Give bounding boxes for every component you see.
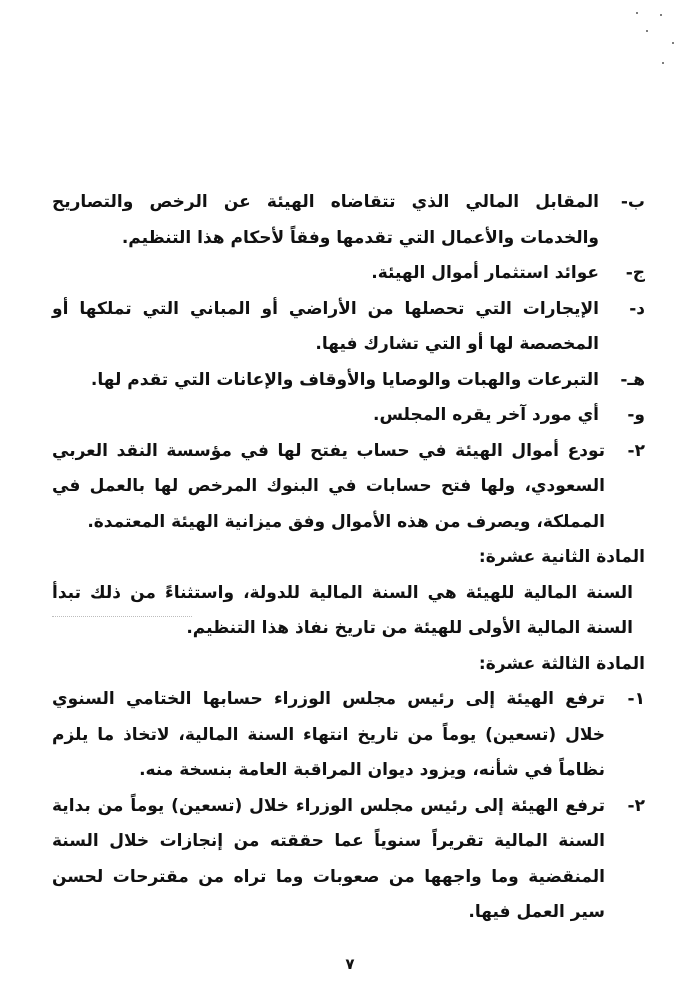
sub-item-text: عوائد استثمار أموال الهيئة.: [371, 263, 599, 283]
document-body: [52, 185, 645, 931]
sub-item-b: [52, 185, 645, 256]
scan-speck: [660, 14, 662, 16]
item-number: ١-: [627, 689, 645, 709]
scan-speck: [646, 30, 648, 32]
item-text: تودع أموال الهيئة في حساب يفتح لها في مؤسسة النقد العربي السعودي، ولها فتح حسابات في البنوك المرخص لها بالعمل في المملكة، ويصرف من هذه الأموال وفق ميزانية الهيئة المعتمدة.: [52, 440, 605, 532]
item-number: ٢-: [627, 440, 645, 461]
sub-item-text: الإيجارات التي تحصلها من الأراضي أو المباني التي تملكها أو المخصصة لها أو التي تشارك فيها.: [52, 298, 599, 354]
item-text: ترفع الهيئة إلى رئيس مجلس الوزراء خلال (تسعين) يوماً من بداية السنة المالية تقريراً سنوياً عما حققته من إنجازات خلال السنة المنقضية وما واجهها من صعوبات وما تراه من مقترحات لحسن سير العمل فيها.: [52, 795, 605, 922]
article-13-item-2: [52, 789, 645, 931]
item-text: ترفع الهيئة إلى رئيس مجلس الوزراء حسابها الختامي السنوي خلال (تسعين) يوماً من تاريخ انتهاء السنة المالية، لاتخاذ ما يلزم نظاماً في شأنه، ويزود ديوان المراقبة العامة بنسخة منه.: [52, 689, 605, 780]
sub-item-text: المقابل المالي الذي تتقاضاه الهيئة عن الرخص والتصاريح والخدمات والأعمال التي تقدمها وفقاً لأحكام هذا التنظيم.: [52, 192, 599, 248]
sub-item-d: [52, 292, 645, 363]
sub-item-text: التبرعات والهبات والوصايا والأوقاف والإعانات التي تقدم لها.: [90, 369, 599, 390]
sub-item-marker: هـ-: [620, 369, 645, 390]
sub-item-marker: ج-: [625, 263, 645, 283]
article-12-heading: المادة الثانية عشرة:: [478, 547, 645, 567]
sub-item-j: [52, 256, 645, 292]
sub-item-w: [52, 398, 645, 434]
scan-speck: [636, 12, 638, 14]
sub-item-marker: د-: [629, 298, 645, 319]
page-number: ٧: [345, 955, 355, 973]
scan-speck: [672, 42, 674, 44]
item-number: ٢-: [627, 795, 645, 816]
sub-item-h: [52, 363, 645, 399]
numbered-item-2: [52, 434, 645, 541]
article-13-heading: المادة الثالثة عشرة:: [478, 653, 645, 674]
sub-item-text: أي مورد آخر يقره المجلس.: [373, 405, 599, 425]
article-13-item-1: [52, 682, 645, 789]
sub-item-marker: و-: [627, 405, 645, 425]
article-12-text: السنة المالية للهيئة هي السنة المالية للدولة، واستثناءً من ذلك تبدأ السنة المالية الأولى للهيئة من تاريخ نفاذ هذا التنظيم.: [52, 582, 633, 638]
scan-speck: [662, 62, 664, 64]
sub-item-marker: ب-: [620, 192, 645, 212]
